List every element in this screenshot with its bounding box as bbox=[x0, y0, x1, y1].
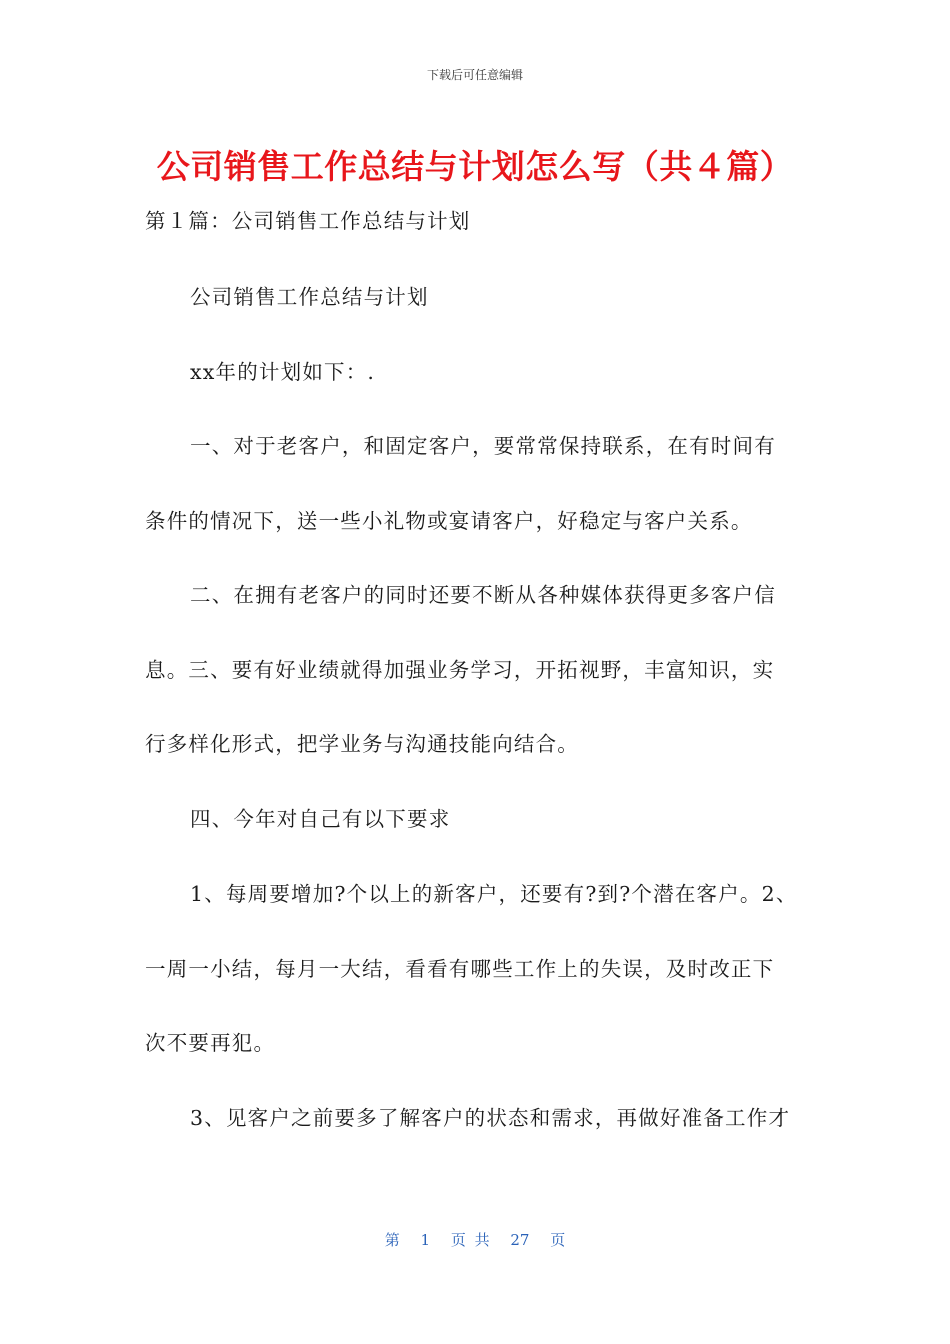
document-title: 公司销售工作总结与计划怎么写（共４篇） bbox=[156, 147, 794, 186]
page-header-note: 下载后可任意编辑 bbox=[426, 68, 523, 82]
paragraph-line: 一周一小结，每月一大结，看看有哪些工作上的失误，及时改正下 bbox=[145, 957, 775, 981]
paragraph-line: 次不要再犯。 bbox=[145, 1031, 276, 1055]
paragraph-line: 二、在拥有老客户的同时还要不断从各种媒体获得更多客户信 bbox=[190, 583, 776, 607]
footer-suffix: 页 bbox=[550, 1231, 566, 1249]
paragraph-line: 1、每周要增加?个以上的新客户，还要有?到?个潜在客户。2、 bbox=[190, 882, 798, 906]
footer-total-pages: 27 bbox=[510, 1231, 530, 1249]
paragraph-line: 条件的情况下，送一些小礼物或宴请客户，好稳定与客户关系。 bbox=[145, 509, 753, 533]
paragraph-line: 四、今年对自己有以下要求 bbox=[190, 807, 451, 831]
paragraph-line: 行多样化形式，把学业务与沟通技能向结合。 bbox=[145, 732, 579, 756]
paragraph-line: 一、对于老客户，和固定客户，要常常保持联系，在有时间有 bbox=[190, 434, 776, 458]
footer-current-page: 1 bbox=[420, 1231, 431, 1249]
paragraph-line: 息。三、要有好业绩就得加强业务学习，开拓视野，丰富知识，实 bbox=[145, 658, 775, 682]
paragraph-line: xx年的计划如下：. bbox=[190, 360, 376, 384]
section-heading: 第１篇：公司销售工作总结与计划 bbox=[145, 209, 471, 233]
footer-middle: 页 共 bbox=[450, 1231, 490, 1249]
page-footer bbox=[0, 1229, 950, 1250]
paragraph-line: 3、见客户之前要多了解客户的状态和需求，再做好准备工作才 bbox=[190, 1106, 791, 1130]
paragraph-subtitle: 公司销售工作总结与计划 bbox=[190, 285, 429, 309]
footer-prefix: 第 bbox=[384, 1231, 400, 1249]
